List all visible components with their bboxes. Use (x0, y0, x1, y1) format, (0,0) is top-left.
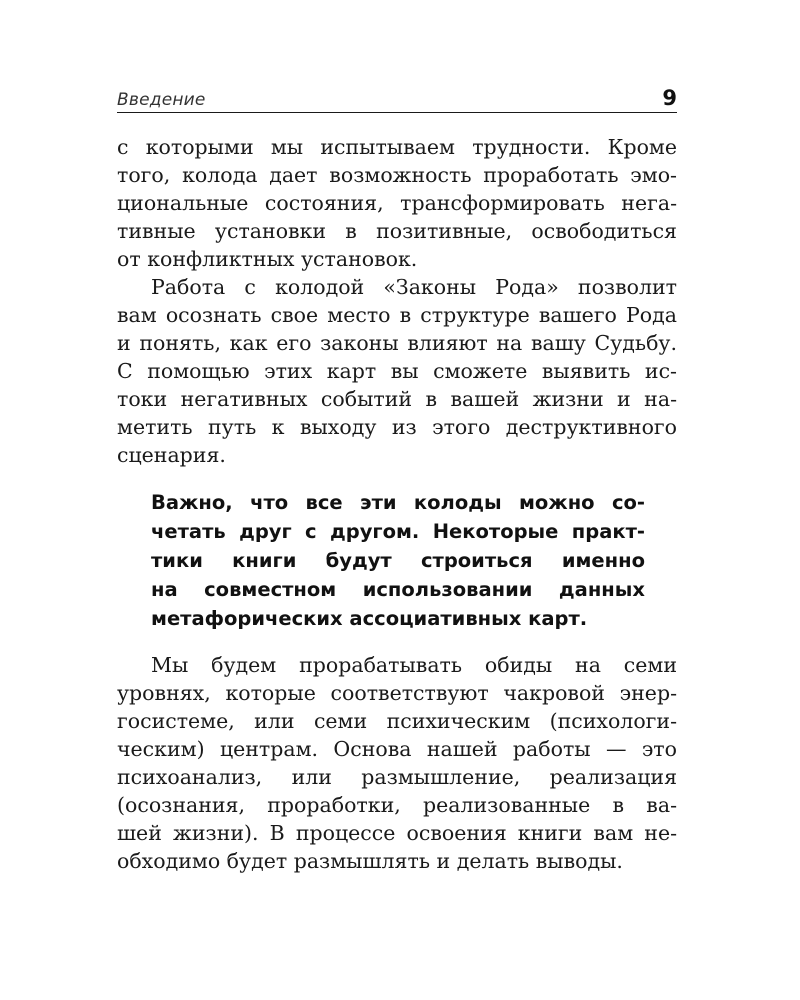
highlighted-callout (151, 488, 645, 633)
paragraph-3 (117, 651, 677, 875)
text-line: психоанализ, или размышление, реализация (117, 765, 677, 789)
text-line: (осознания, проработки, реализованные в ва- (117, 793, 677, 817)
text-line: сценария. (117, 443, 226, 467)
callout-line: тики книги будут строиться именно (151, 549, 645, 572)
running-header (117, 84, 677, 113)
callout-line: метафорических ассоциативных карт. (151, 607, 588, 630)
book-page (117, 84, 677, 875)
text-line: уровнях, которые соответствуют чакровой энер- (117, 681, 677, 705)
text-line: тивные установки в позитивные, освободиться (117, 219, 677, 243)
text-line: того, колода дает возможность проработать эмо- (117, 163, 677, 187)
text-line: циональные состояния, трансформировать нега- (117, 191, 677, 215)
section-title: Введение (117, 90, 206, 110)
text-line: Мы будем прорабатывать обиды на семи (151, 653, 677, 677)
callout-line: четать друг с другом. Некоторые практ- (151, 520, 645, 543)
text-line: Работа с колодой «Законы Рода» позволит (151, 275, 677, 299)
paragraph-2 (117, 273, 677, 469)
text-line: вам осознать свое место в структуре вашего Рода (117, 303, 677, 327)
text-line: госистеме, или семи психическим (психологи- (117, 709, 677, 733)
callout-line: Важно, что все эти колоды можно со- (151, 491, 645, 514)
page-number: 9 (662, 86, 677, 110)
text-line: обходимо будет размышлять и делать выводы. (117, 849, 623, 873)
text-line: С помощью этих карт вы сможете выявить ис- (117, 359, 677, 383)
text-line: шей жизни). В процессе освоения книги вам не- (117, 821, 677, 845)
text-line: и понять, как его законы влияют на вашу Судьбу. (117, 331, 677, 355)
text-line: с которыми мы испытываем трудности. Кроме (117, 135, 677, 159)
text-line: метить путь к выходу из этого деструктивного (117, 415, 677, 439)
paragraph-1 (117, 133, 677, 273)
text-line: ческим) центрам. Основа нашей работы — это (117, 737, 677, 761)
text-line: от конфликтных установок. (117, 247, 418, 271)
text-line: токи негативных событий в вашей жизни и на- (117, 387, 677, 411)
callout-line: на совместном использовании данных (151, 578, 645, 601)
body-text (117, 133, 677, 875)
